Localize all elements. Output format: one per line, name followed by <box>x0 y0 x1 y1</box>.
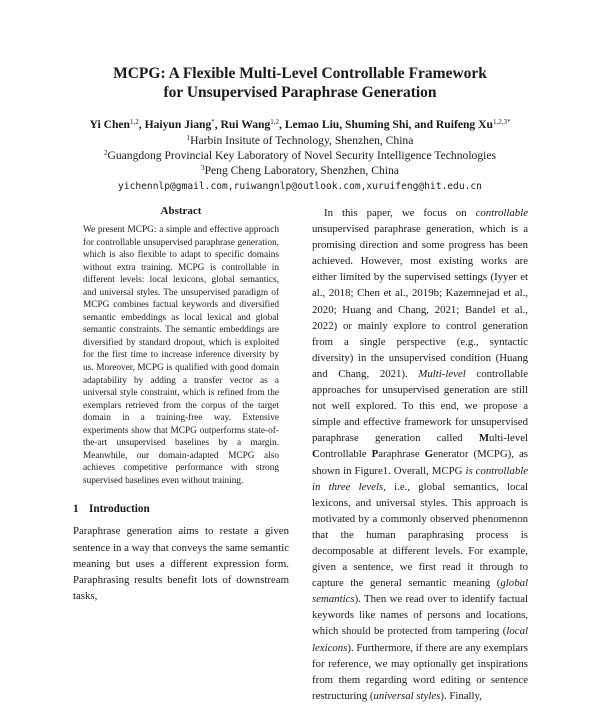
author-yi-chen: Yi Chen$^{1,2}$ <box>89 118 139 131</box>
section-title: Introduction <box>89 503 150 516</box>
title-line-2: for Unsupervised Paraphrase Generation <box>163 84 437 101</box>
author-others: Lemao Liu, Shuming Shi, and Ruifeng $Xu^{1,2,3*}$ <box>284 118 511 131</box>
affiliation-1: $^1$Harbin Insitute of Technology, Shenzhen, China <box>186 133 414 147</box>
author-haiyun-jiang: Haiyun Jiang* <box>144 118 215 131</box>
affiliation-3: $^3$Peng Cheng Laboratory, Shenzhen, China <box>201 163 399 177</box>
affiliation-2: $^2$Guangdong Provincial Key Laboratory of Novel Security Intelligence Technologies <box>103 148 497 162</box>
title-block <box>40 64 560 194</box>
left-column <box>73 205 289 604</box>
author-emails: yichennlp@gmail.com,ruiwangnlp@outlook.com,xuruifeng@hit.edu.cn <box>118 180 482 192</box>
intro-paragraph: Paraphrase generation aims to restate a given sentence in a way that conveys the same semantic meaning but uses a different expression form. Paraphrasing results benefit lots of downstream tasks, <box>73 525 289 602</box>
paper-title <box>40 64 560 102</box>
right-column <box>312 205 528 704</box>
title-line-1: MCPG: A Flexible Multi-Level Controllable Framework <box>113 65 487 82</box>
author-rui-wang: Rui Wang$^{1,2}$ <box>220 118 280 131</box>
abstract-text: We present MCPG: a simple and effective approach for controllable unsupervised paraphrase generation, which is also flexible to adapt to specific domains without extra training. MCPG is controllable in different levels: local lexicons, global semantics, and universal styles. The unsupervised paradigm of MCPG combines factual keywords and diversified semantic embeddings as local lexical and global semantic constraints. The semantic embeddings are diversified by standard dropout, which is exploited for the first time to increase inference diversity by us. Moreover, MCPG is qualified with good domain adaptability by adding a transfer vector as a universal style constraint, which is refined from the exemplars retrieved from the corpus of the target domain in a training-free way. Extensive experiments show that MCPG outperforms state-of-the-art unsupervised baselines by a margin. Meanwhile, our domain-adapted MCPG also achieves competitive performance with strong supervised baselines even without training. <box>83 225 279 486</box>
section-number: 1 <box>73 503 79 516</box>
right-column-paragraph: In this paper, we focus on controllable unsupervised paraphrase generation, which is a promising direction and some progress has been achieved. However, most existing works are either limited by the supervised settings (Iyyer et al., 2018; Chen et al., 2019b; Kazemnejad et al., 2020; Huang and Chang, 2021; Bandel et al., 2022) or mainly explore to control generation from a single perspective (e.g., syntactic diversity) in the unsupervised condition (Huang and Chang, 2021). Multi-level controllable approaches for unsupervised generation are still not well explored. To this end, we propose a simple and effective framework for unsupervised paraphrase generation called Multi-level Controllable Paraphrase Generator (MCPG), as shown in Figure1. Overall, MCPG is controllable in three levels, i.e., global semantics, local lexicons, and universal styles. This approach is motivated by a commonly observed phenomenon that the human paraphrasing process is decomposable at different levels. For example, given a sentence, we first read it through to capture the general semantic meaning (global semantics). Then we read over to identify factual keywords like names of persons and locations, which should be protected from tampering (local lexicons). Furthermore, if there are any exemplars for reference, we may optionally get inspirations from them regarding word editing or sentence restructuring (universal styles). Finally, <box>312 207 529 702</box>
author-list: Yi Chen$^{1,2}$, Haiyun Jiang*, Rui Wang$^{1,2}$, Lemao Liu, Shuming Shi, and Ruifeng $Xu^{1,2,3*}$ <box>89 118 511 131</box>
section-heading-introduction <box>73 503 289 515</box>
abstract-heading: Abstract <box>160 205 202 217</box>
